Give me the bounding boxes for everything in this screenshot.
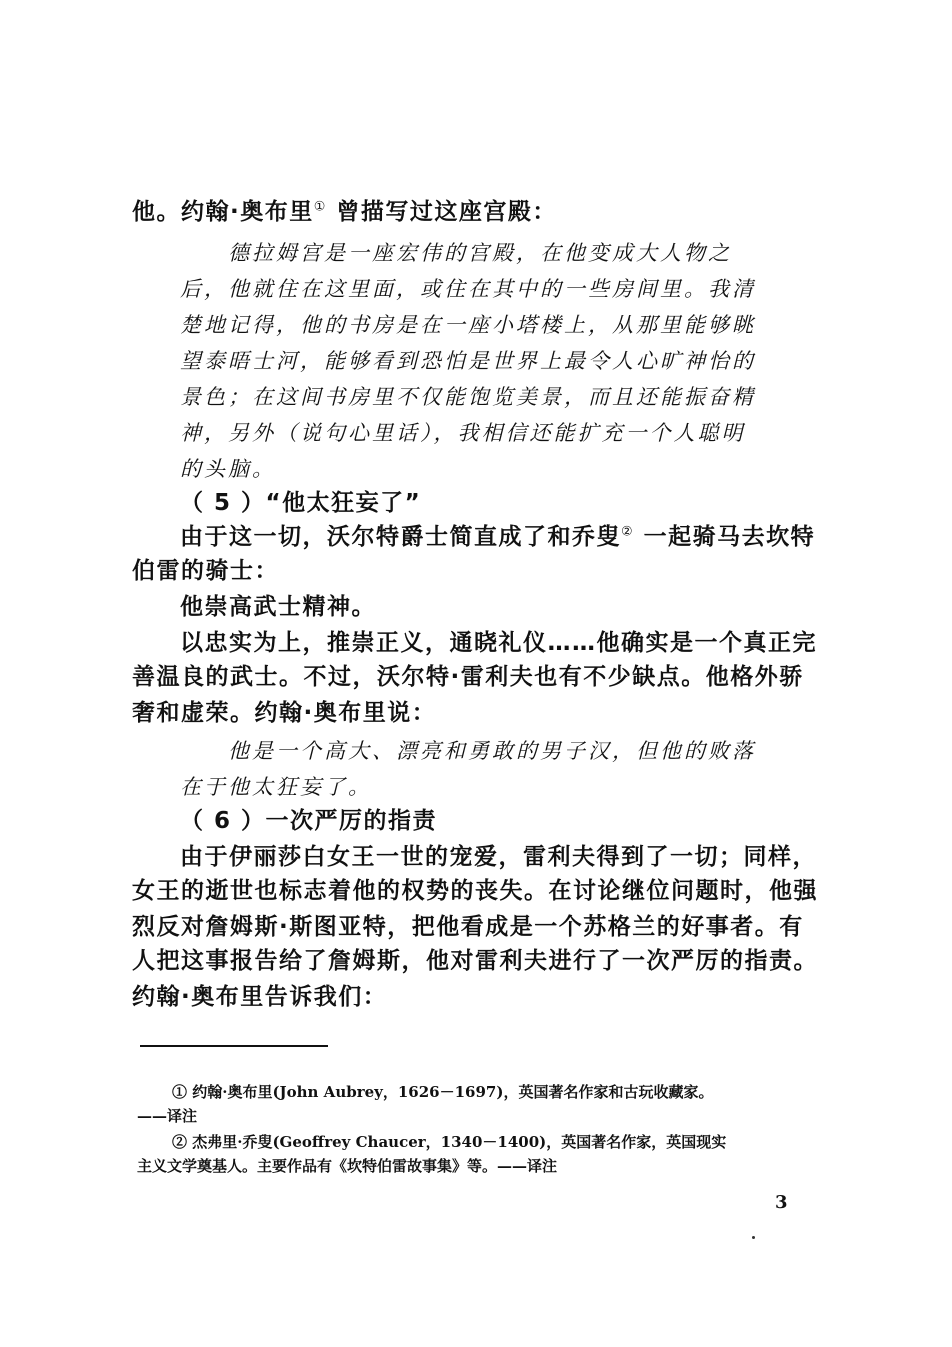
text-line: 他崇高武士精神。 [180, 594, 376, 620]
text-line: 约翰·奥布里告诉我们： [132, 984, 388, 1010]
text-line: 由于这一切，沃尔特爵士简直成了和乔叟② 一起骑马去坎特 [180, 524, 816, 550]
text-line: 由于伊丽莎白女王一世的宠爱，雷利夫得到了一切；同样， [180, 844, 817, 870]
quote-line: 他是一个高大、漂亮和勇敢的男子汉，但他的败落 [228, 739, 756, 763]
footnote-1-cont: ——译注 [137, 1107, 198, 1125]
quote-line: 楚地记得，他的书房是在一座小塔楼上，从那里能够眺 [180, 313, 756, 337]
quote-line: 德拉姆宫是一座宏伟的宫殿，在他变成大人物之 [228, 241, 732, 265]
footnote-ref-2[interactable]: ② [621, 524, 635, 540]
quote-line: 在于他太狂妄了。 [180, 775, 372, 799]
text-line-1: 他。约翰·奥布里① 曾描写过这座宫殿： [132, 199, 557, 225]
text-line: 烈反对詹姆斯·斯图亚特，把他看成是一个苏格兰的好事者。有 [132, 914, 804, 940]
footnote-ref-1[interactable]: ① [313, 199, 327, 215]
scan-speck [752, 1236, 755, 1239]
quote-line: 望泰晤士河，能够看到恐怕是世界上最令人心旷神怡的 [180, 349, 756, 373]
section-heading-6: （ 6 ）一次严厉的指责 [180, 808, 438, 834]
text-line: 善温良的武士。不过，沃尔特·雷利夫也有不少缺点。他格外骄 [132, 664, 804, 690]
text-line: 伯雷的骑士： [132, 558, 279, 584]
footnote-2: ② 杰弗里·乔叟(Geoffrey Chaucer，1340－1400)，英国著名作家，英国现实 [172, 1133, 727, 1151]
text-line: 女王的逝世也标志着他的权势的丧失。在讨论继位问题时，他强 [132, 878, 818, 904]
section-heading-5: （ 5 ）“他太狂妄了” [180, 490, 422, 516]
footnote-1: ① 约翰·奥布里(John Aubrey，1626－1697)，英国著名作家和古玩收藏家。 [172, 1083, 714, 1101]
quote-line: 神，另外（说句心里话），我相信还能扩充一个人聪明 [180, 421, 746, 445]
text-line: 以忠实为上，推崇正义，通晓礼仪……他确实是一个真正完 [180, 630, 817, 656]
text-line: 奢和虚荣。约翰·奥布里说： [132, 700, 437, 726]
quote-line: 的头脑。 [180, 457, 276, 481]
quote-line: 景色；在这间书房里不仅能饱览美景，而且还能振奋精 [180, 385, 756, 409]
page-number: 3 [775, 1192, 788, 1213]
footnote-divider [140, 1045, 328, 1047]
text-line: 人把这事报告给了詹姆斯，他对雷利夫进行了一次严厉的指责。 [132, 948, 818, 974]
quote-line: 后，他就住在这里面，或住在其中的一些房间里。我清 [180, 277, 756, 301]
footnote-2-cont: 主义文学奠基人。主要作品有《坎特伯雷故事集》等。——译注 [137, 1157, 558, 1175]
